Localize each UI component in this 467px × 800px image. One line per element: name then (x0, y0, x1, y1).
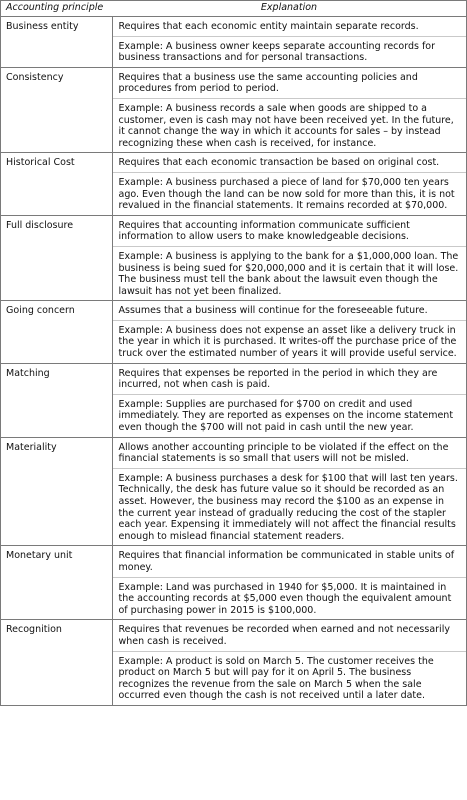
example-text: Example: Land was purchased in 1940 for $5,000. It is maintained in the accounting records at $5,000 even though the equivalent amount of purchasing power in 2015 is $100,000. (118, 581, 452, 616)
principle-name: Recognition (1, 620, 112, 705)
explanation-cell (112, 363, 466, 437)
table-row (1, 67, 466, 153)
example-text: Example: A product is sold on March 5. The customer receives the product on March 5 but will pay for it on April 5. The business recognizes the revenue from the sale on March 5 when the sale occurred even though the cash is not received until a later date. (118, 655, 434, 702)
principle-name: Monetary unit (1, 546, 112, 620)
requirement-text: Assumes that a business will continue for the foreseeable future. (113, 301, 467, 321)
example-text: Example: A business purchases a desk for $100 that will last ten years. Technically, the desk has future value so it should be recorded as an asset. However, the business may record the $100 as an expense in the current year instead of gradually reducing the cost of the stapler each year. Expensing it immediately will not affect the financial results enough to mislead financial statement readers. (118, 472, 458, 542)
explanation-cell (112, 215, 466, 301)
explanation-cell (112, 67, 466, 153)
example-text: Example: A business does not expense an asset like a delivery truck in the year in which it is purchased. It writes-off the purchase price of the truck over the estimated number of years it will provide useful service. (118, 324, 457, 360)
table-row (1, 437, 466, 546)
table-row (1, 215, 466, 301)
table-row (1, 17, 466, 68)
principle-name: Going concern (1, 301, 112, 363)
table-header-row (1, 1, 466, 17)
example-text: Example: A business purchased a piece of land for $70,000 ten years ago. Even though the land can be now sold for more than this, it is not revalued in the financial statements. It remains recorded at $70,000. (118, 176, 455, 212)
example-text: Example: A business owner keeps separate accounting records for business transactions and for personal transactions. (118, 40, 436, 64)
explanation-cell (112, 17, 466, 68)
accounting-principles-table (1, 1, 466, 705)
requirement-text: Allows another accounting principle to be violated if the effect on the financial statements is so small that users will not be misled. (113, 438, 467, 469)
table-row (1, 546, 466, 620)
table-row (1, 363, 466, 437)
header-accounting-principle: Accounting principle (1, 1, 112, 17)
explanation-cell (112, 437, 466, 546)
requirement-text: Requires that a business use the same accounting policies and procedures from period to period. (113, 68, 467, 99)
principle-name: Full disclosure (1, 215, 112, 301)
explanation-cell (112, 546, 466, 620)
example-text: Example: Supplies are purchased for $700 on credit and used immediately. They are reported as expenses on the income statement even though the $700 will not paid in cash until the new year. (118, 398, 454, 434)
requirement-text: Requires that expenses be reported in the period in which they are incurred, not when cash is paid. (113, 364, 467, 395)
requirement-text: Requires that revenues be recorded when earned and not necessarily when cash is received. (113, 620, 467, 651)
example-text: Example: A business records a sale when goods are shipped to a customer, even is cash may not have been received yet. In the future, it cannot change the way in which it accounts for sales – by instead recognizing these when cash is received, for instance. (118, 102, 454, 149)
requirement-text: Requires that each economic transaction be based on original cost. (113, 153, 467, 173)
table-row (1, 620, 466, 705)
explanation-cell (112, 620, 466, 705)
requirement-text: Requires that each economic entity maintain separate records. (113, 17, 467, 37)
principle-name: Historical Cost (1, 153, 112, 215)
table-row (1, 153, 466, 215)
principle-name: Matching (1, 363, 112, 437)
explanation-cell (112, 301, 466, 363)
explanation-cell (112, 153, 466, 215)
requirement-text: Requires that accounting information communicate sufficient information to allow users to make knowledgeable decisions. (113, 216, 467, 247)
requirement-text: Requires that financial information be communicated in stable units of money. (113, 546, 467, 577)
table-row (1, 301, 466, 363)
example-text: Example: A business is applying to the bank for a $1,000,000 loan. The business is being sued for $20,000,000 and it is certain that it will lose. The business must tell the bank about the lawsuit even though the lawsuit has not yet been finalized. (118, 250, 459, 297)
header-explanation: Explanation (112, 1, 466, 17)
principle-name: Materiality (1, 437, 112, 546)
principle-name: Business entity (1, 17, 112, 68)
principle-name: Consistency (1, 67, 112, 153)
